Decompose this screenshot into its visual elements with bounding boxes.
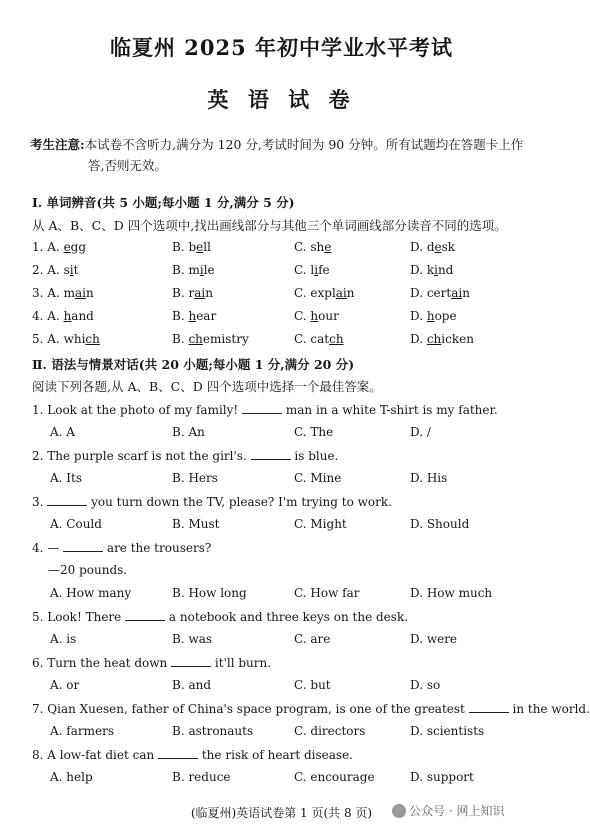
word-part: icken <box>441 332 474 346</box>
notice-text-cont: 答,否则无效。 <box>88 158 167 173</box>
question-stem <box>32 609 408 624</box>
option-letter: D. <box>410 240 427 254</box>
section-1-heading: Ⅰ. 单词辨音(共 5 小题;每小题 1 分,满分 5 分) <box>32 195 295 210</box>
question-stem <box>32 655 271 670</box>
question-number: 5. <box>32 610 48 624</box>
option-letter: A. <box>47 286 64 300</box>
word-option <box>410 309 457 323</box>
word-part: b <box>188 240 197 254</box>
page-footer: (临夏州)英语试卷第 1 页(共 8 页) <box>190 806 373 820</box>
question-text: Turn the heat down <box>47 656 172 670</box>
word-part: le <box>203 263 215 277</box>
word-part: n <box>346 286 355 300</box>
question-stem <box>32 402 498 417</box>
item-number: 2. <box>32 263 48 277</box>
answer-blank <box>158 747 198 759</box>
underlined-part: h <box>188 309 197 323</box>
question-stem <box>32 747 353 762</box>
answer-blank <box>251 448 291 460</box>
question-text: Look! There <box>47 610 126 624</box>
item-number: 1. <box>32 240 48 254</box>
underlined-part: ch <box>188 332 203 346</box>
question-number: 1. <box>32 403 48 417</box>
question-number: 6. <box>32 656 48 670</box>
answer-option: B. was <box>172 632 213 646</box>
option-letter: C. <box>294 332 311 346</box>
question-number: 2. <box>32 449 48 463</box>
answer-option: C. are <box>294 632 331 646</box>
question-text: A low-fat diet can <box>47 748 159 762</box>
word-option <box>410 332 474 346</box>
answer-blank <box>47 494 87 506</box>
word-part: m <box>63 286 75 300</box>
option-letter: B. <box>172 240 189 254</box>
answer-option: D. scientists <box>410 724 485 738</box>
word-option <box>172 286 213 300</box>
question-stem <box>32 701 590 716</box>
answer-option: D. Should <box>410 517 470 531</box>
option-letter: B. <box>172 286 189 300</box>
answer-option: D. / <box>410 425 431 439</box>
word-part: n <box>462 286 470 300</box>
word-option <box>172 332 249 346</box>
page-subtitle: 英 语 试 卷 <box>207 87 356 112</box>
answer-option: D. so <box>410 678 441 692</box>
word-option <box>410 240 455 254</box>
word-part: n <box>205 286 213 300</box>
answer-option: A. Could <box>50 517 102 531</box>
question-text: man in a white T-shirt is my father. <box>282 403 498 417</box>
answer-blank <box>171 655 211 667</box>
question-text: it'll burn. <box>211 656 272 670</box>
underlined-part: e <box>324 240 332 254</box>
word-part: k <box>426 263 435 277</box>
answer-option: D. How much <box>410 586 493 600</box>
answer-option: C. Mine <box>294 471 342 485</box>
answer-option: C. but <box>294 678 331 692</box>
question-text: the risk of heart disease. <box>198 748 353 762</box>
underlined-part: e <box>196 240 204 254</box>
word-option <box>32 309 94 323</box>
answer-option: C. How far <box>294 586 360 600</box>
option-letter: A. <box>47 263 64 277</box>
word-part: d <box>426 240 435 254</box>
underlined-part: ch <box>85 332 100 346</box>
option-letter: A. <box>47 332 64 346</box>
word-option <box>172 309 216 323</box>
question-stem <box>32 494 392 509</box>
underlined-part: ai <box>451 286 463 300</box>
option-letter: C. <box>294 309 311 323</box>
option-letter: D. <box>410 286 427 300</box>
answer-blank <box>63 540 103 552</box>
word-option <box>294 240 331 254</box>
answer-option: B. An <box>172 425 205 439</box>
word-option <box>32 286 94 300</box>
question-number: 8. <box>32 748 48 762</box>
underlined-part: i <box>69 263 74 277</box>
word-part: and <box>71 309 94 323</box>
question-stem <box>32 540 211 555</box>
word-part: cat <box>310 332 330 346</box>
question-number: 4. <box>32 541 48 555</box>
notice-text: 本试卷不含听力,满分为 120 分,考试时间为 90 分钟。所有试题均在答题卡上作 <box>84 137 524 152</box>
word-part: sh <box>310 240 325 254</box>
answer-option: B. How long <box>172 586 247 600</box>
answer-option: A. Its <box>50 471 83 485</box>
word-option <box>294 286 355 300</box>
question-number: 3. <box>32 495 48 509</box>
word-option <box>294 263 330 277</box>
answer-option: B. reduce <box>172 770 231 784</box>
word-part: t <box>73 263 79 277</box>
underlined-part: e <box>434 240 442 254</box>
option-letter: A. <box>47 309 64 323</box>
option-letter: D. <box>410 332 427 346</box>
underlined-part: ai <box>335 286 347 300</box>
underlined-part: h <box>426 309 435 323</box>
answer-option: B. Hers <box>172 471 218 485</box>
option-letter: D. <box>410 309 427 323</box>
word-part: sk <box>441 240 456 254</box>
question-text: Look at the photo of my family! <box>47 403 243 417</box>
underlined-part: ai <box>74 286 86 300</box>
word-part: cert <box>426 286 452 300</box>
section-2-heading: Ⅱ. 语法与情景对话(共 20 小题;每小题 1 分,满分 20 分) <box>32 357 355 372</box>
word-part: expl <box>310 286 336 300</box>
option-letter: C. <box>294 263 311 277</box>
answer-option: B. Must <box>172 517 220 531</box>
answer-option: A. farmers <box>50 724 115 738</box>
option-letter: A. <box>47 240 64 254</box>
answer-option: D. His <box>410 471 448 485</box>
question-stem <box>32 448 338 463</box>
answer-option: A. is <box>50 632 77 646</box>
word-option <box>32 332 100 346</box>
question-text: is blue. <box>290 449 339 463</box>
word-option <box>172 240 211 254</box>
answer-option: C. encourage <box>294 770 375 784</box>
answer-option: A. help <box>50 770 93 784</box>
exam-notice <box>30 134 550 176</box>
answer-option: A. How many <box>50 586 132 600</box>
item-number: 5. <box>32 332 48 346</box>
question-text: — <box>47 541 64 555</box>
word-part: gg <box>70 240 87 254</box>
answer-option: D. support <box>410 770 474 784</box>
answer-blank <box>242 402 282 414</box>
option-letter: C. <box>294 240 311 254</box>
word-part: l <box>310 263 315 277</box>
word-option <box>410 263 453 277</box>
option-letter: D. <box>410 263 427 277</box>
answer-blank <box>469 701 509 713</box>
word-part: r <box>188 286 195 300</box>
word-part: n <box>85 286 94 300</box>
word-part: whi <box>63 332 86 346</box>
section-1-instruction: 从 A、B、C、D 四个选项中,找出画线部分与其他三个单词画线部分读音不同的选项。 <box>32 218 507 233</box>
answer-option: C. The <box>294 425 334 439</box>
option-letter: B. <box>172 309 189 323</box>
item-number: 4. <box>32 309 48 323</box>
watermark-text: 公众号 · 网上知识 <box>409 804 505 818</box>
word-option <box>32 263 78 277</box>
option-letter: B. <box>172 263 189 277</box>
word-part: ll <box>203 240 211 254</box>
word-part: ear <box>196 309 217 323</box>
question-line: —20 pounds. <box>48 563 128 577</box>
word-part: nd <box>437 263 454 277</box>
notice-label: 考生注意: <box>30 137 85 152</box>
word-option <box>32 240 86 254</box>
question-number: 7. <box>32 702 48 716</box>
word-option <box>172 263 215 277</box>
word-option <box>410 286 470 300</box>
section-2-instruction: 阅读下列各题,从 A、B、C、D 四个选项中选择一个最佳答案。 <box>32 379 382 394</box>
question-text: you turn down the TV, please? I'm trying to work. <box>87 495 392 509</box>
page-title: 临夏州 2025 年初中学业水平考试 <box>109 35 454 60</box>
answer-option: D. were <box>410 632 458 646</box>
word-part: our <box>318 309 339 323</box>
question-text: The purple scarf is not the girl's. <box>47 449 251 463</box>
word-part: s <box>63 263 70 277</box>
word-part: emistry <box>202 332 249 346</box>
underlined-part: e <box>63 240 71 254</box>
answer-option: A. A <box>50 425 75 439</box>
word-part: m <box>188 263 200 277</box>
underlined-part: i <box>314 263 319 277</box>
underlined-part: ch <box>329 332 344 346</box>
watermark <box>392 802 504 819</box>
answer-option: B. and <box>172 678 212 692</box>
question-text: are the trousers? <box>103 541 212 555</box>
question-text: a notebook and three keys on the desk. <box>165 610 409 624</box>
answer-option: B. astronauts <box>172 724 254 738</box>
answer-option: C. directors <box>294 724 366 738</box>
answer-option: A. or <box>50 678 80 692</box>
question-text: in the world. <box>508 702 590 716</box>
question-text: Qian Xuesen, father of China's space program, is one of the greatest <box>47 702 469 716</box>
option-letter: C. <box>294 286 311 300</box>
item-number: 3. <box>32 286 48 300</box>
underlined-part: h <box>310 309 319 323</box>
answer-blank <box>125 609 165 621</box>
word-part: fe <box>318 263 330 277</box>
wechat-icon <box>392 804 406 818</box>
underlined-part: h <box>63 309 72 323</box>
underlined-part: i <box>434 263 438 277</box>
word-part: ope <box>434 309 457 323</box>
word-option <box>294 332 344 346</box>
answer-option: C. Might <box>294 517 347 531</box>
option-letter: B. <box>172 332 189 346</box>
word-option <box>294 309 339 323</box>
underlined-part: ch <box>426 332 442 346</box>
underlined-part: ai <box>194 286 206 300</box>
underlined-part: i <box>199 263 204 277</box>
